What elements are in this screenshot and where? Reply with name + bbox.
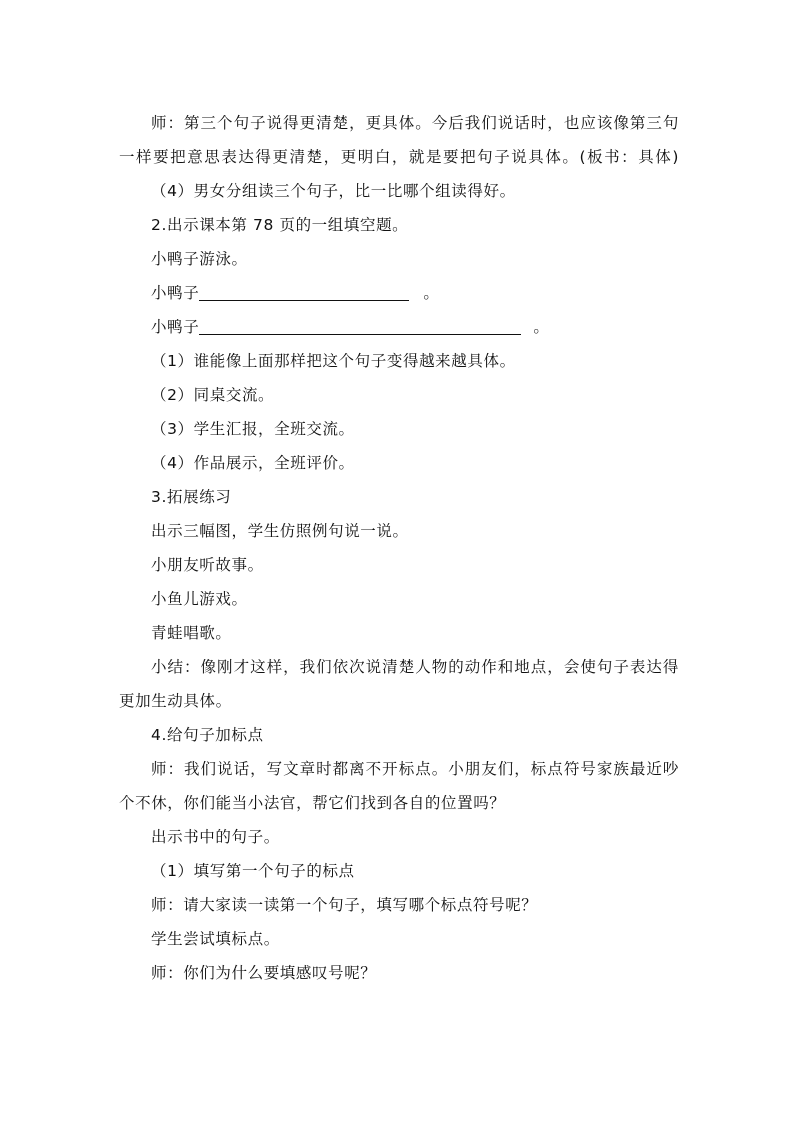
paragraph: （1）谁能像上面那样把这个句子变得越来越具体。	[151, 352, 516, 370]
paragraph: 学生尝试填标点。	[151, 930, 280, 948]
paragraph: （1）填写第一个句子的标点	[151, 862, 355, 880]
paragraph: 出示书中的句子。	[151, 828, 280, 846]
paragraph: （4）作品展示，全班评价。	[151, 454, 355, 472]
document-body	[119, 106, 679, 990]
fill-blank-line	[199, 280, 409, 301]
fill-blank-prefix: 小鸭子	[151, 284, 200, 302]
paragraph: 师：请大家读一读第一个句子，填写哪个标点符号呢？	[151, 896, 538, 914]
example-sentence: 小朋友听故事。	[151, 556, 264, 574]
fill-blank-suffix: 。	[533, 318, 550, 336]
section-heading: 3.拓展练习	[151, 488, 232, 506]
section-heading: 4.给句子加标点	[151, 726, 264, 744]
paragraph-line: 更加生动具体。	[119, 692, 232, 710]
fill-blank-suffix: 。	[423, 284, 440, 302]
paragraph: （3）学生汇报，全班交流。	[151, 420, 355, 438]
paragraph-line: 一样要把意思表达得更清楚，更明白，就是要把句子说具体。(板书：具体)	[119, 148, 679, 166]
paragraph: 出示三幅图，学生仿照例句说一说。	[151, 522, 409, 540]
example-sentence: 小鱼儿游戏。	[151, 590, 248, 608]
section-heading: 2.出示课本第 78 页的一组填空题。	[151, 216, 409, 234]
fill-blank-sentence	[119, 310, 679, 344]
example-sentence: 青蛙唱歌。	[151, 624, 232, 642]
paragraph: （4）男女分组读三个句子，比一比哪个组读得好。	[151, 182, 516, 200]
paragraph-line: 师：我们说话，写文章时都离不开标点。小朋友们，标点符号家族最近吵	[151, 760, 679, 778]
paragraph-line: 师：第三个句子说得更清楚，更具体。今后我们说话时，也应该像第三句	[151, 114, 679, 132]
paragraph-line: 个不休，你们能当小法官，帮它们找到各自的位置吗？	[119, 794, 506, 812]
paragraph-line: 小结：像刚才这样，我们依次说清楚人物的动作和地点，会使句子表达得	[151, 658, 679, 676]
fill-blank-sentence	[119, 276, 679, 310]
paragraph: （2）同桌交流。	[151, 386, 275, 404]
fill-blank-prefix: 小鸭子	[151, 318, 200, 336]
paragraph: 师：你们为什么要填感叹号呢？	[151, 964, 377, 982]
fill-blank-line	[199, 314, 521, 335]
example-sentence: 小鸭子游泳。	[151, 250, 248, 268]
